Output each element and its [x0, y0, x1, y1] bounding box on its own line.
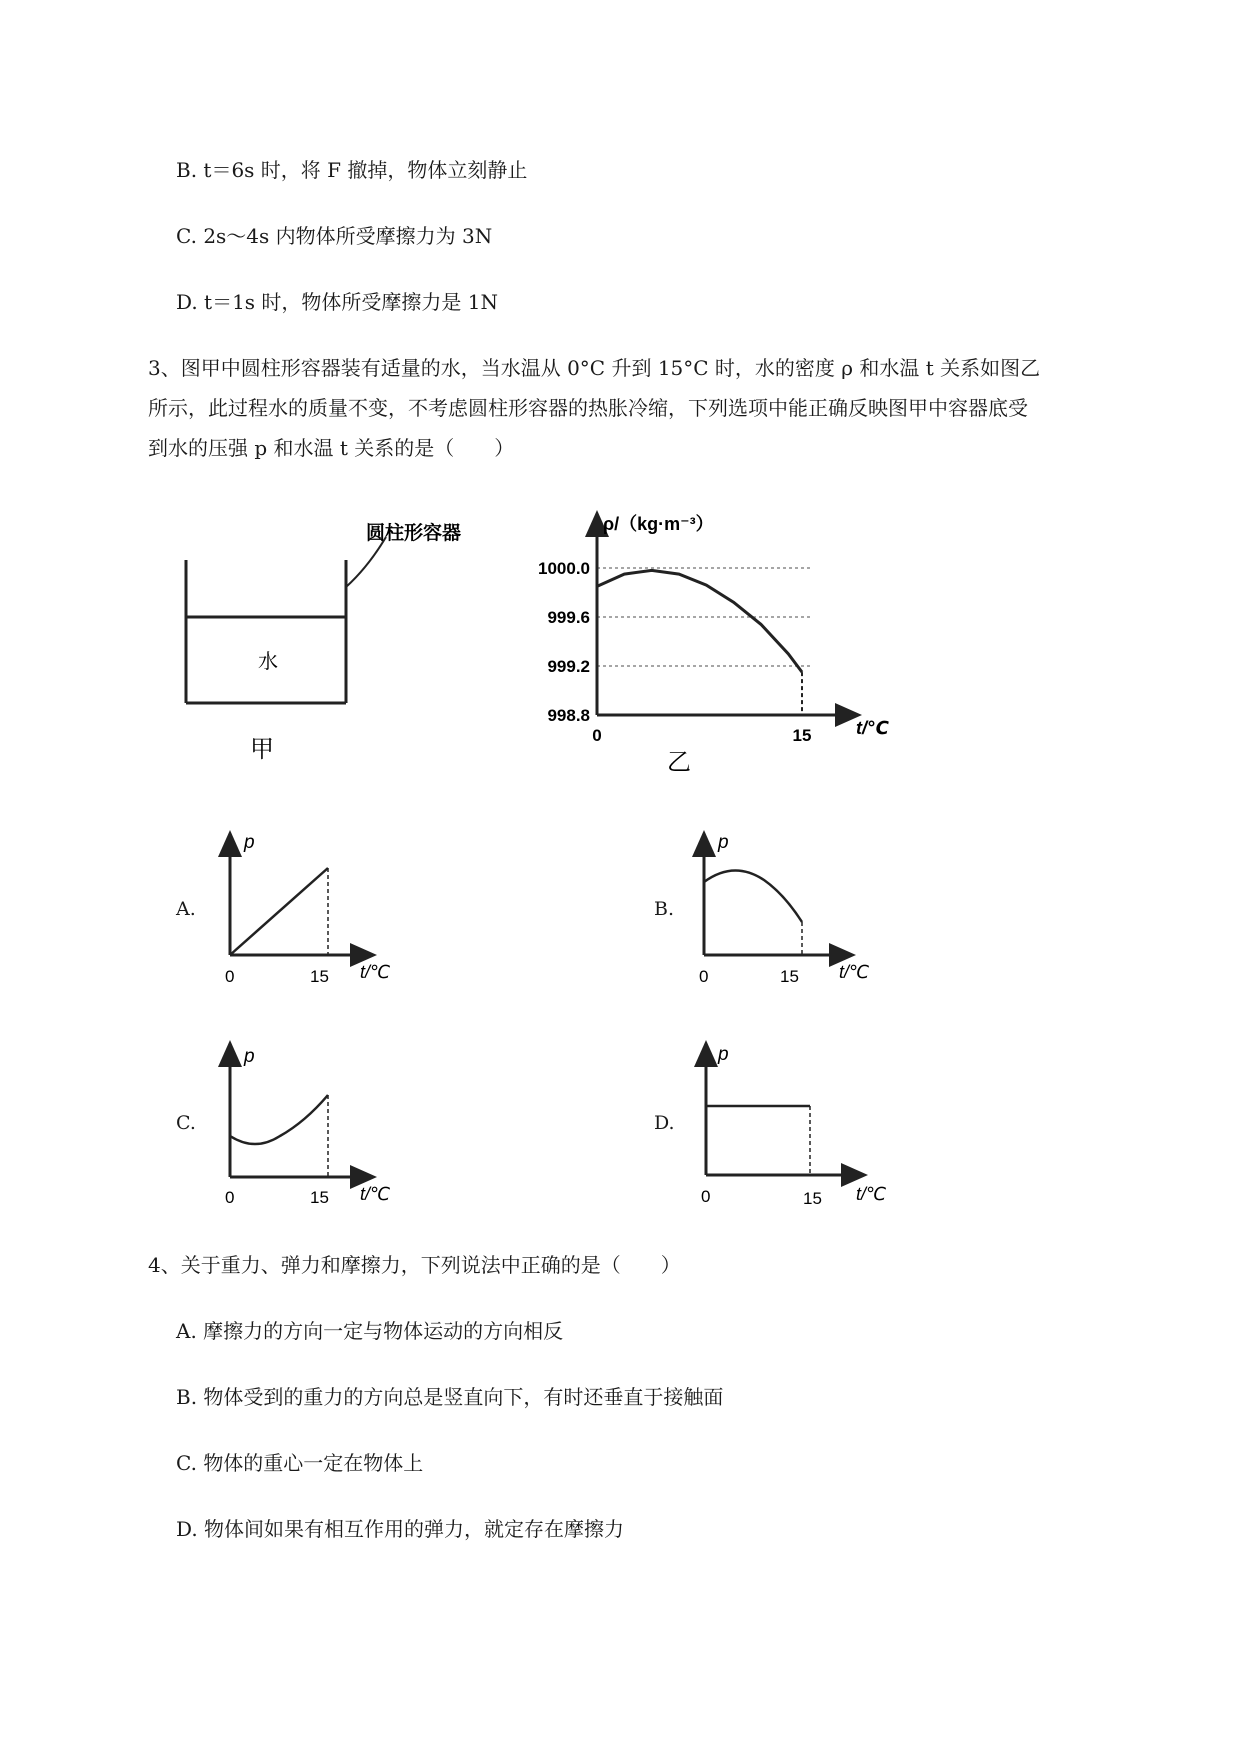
y-tick-labels: [538, 559, 590, 725]
y-tick-label: 1000.0: [538, 559, 590, 578]
y-axis-label: p: [244, 832, 255, 853]
x-tick-label: 0: [592, 726, 602, 745]
figure-yi-chart: [520, 500, 900, 785]
water-label: 水: [258, 651, 278, 673]
x-tick-label: 15: [792, 726, 812, 745]
option-text: t＝1s 时，物体所受摩擦力是 1N: [204, 290, 499, 314]
pressure-curve: [230, 1095, 328, 1144]
container-label: 圆柱形容器: [366, 523, 462, 544]
q4-option-a: [176, 1319, 563, 1343]
choice-c-graph: [210, 1040, 410, 1210]
y-tick-label: 998.8: [547, 706, 590, 725]
grid: [597, 568, 812, 666]
q3-stem-line-3: 到水的压强 p 和水温 t 关系的是（ ）: [148, 436, 515, 460]
pressure-line: [230, 868, 328, 955]
y-axis-label: p: [244, 1046, 255, 1067]
choice-d-graph: [686, 1040, 906, 1210]
x-axis-label: t/℃: [856, 1184, 887, 1204]
q4-option-b: [176, 1385, 723, 1409]
y-axis-label: p: [718, 1044, 729, 1065]
y-axis-label: ρ/（kg·m⁻³）: [603, 514, 714, 534]
option-text: t＝6s 时，将 F 撤掉，物体立刻静止: [203, 158, 528, 182]
option-text: 物体受到的重力的方向总是竖直向下，有时还垂直于接触面: [203, 1385, 724, 1409]
x-tick-0: 0: [225, 1188, 235, 1207]
option-letter: B.: [176, 158, 198, 182]
x-tick-0: 0: [701, 1187, 711, 1206]
q2-option-d: [176, 290, 498, 314]
choice-a-graph: [210, 830, 410, 990]
option-letter: D.: [176, 1517, 198, 1541]
x-tick-15: 15: [780, 967, 799, 986]
choice-b-letter: B.: [654, 898, 675, 920]
x-tick-15: 15: [310, 967, 329, 986]
option-letter: A.: [176, 1319, 197, 1343]
option-letter: B.: [176, 1385, 198, 1409]
x-tick-15: 15: [803, 1189, 822, 1208]
x-tick-15: 15: [310, 1188, 329, 1207]
figure-yi-caption: 乙: [667, 749, 691, 776]
y-tick-label: 999.2: [547, 657, 590, 676]
y-axis-label: p: [718, 832, 729, 853]
option-text: 物体的重心一定在物体上: [203, 1451, 424, 1475]
q3-stem-line-2: 所示，此过程水的质量不变，不考虑圆柱形容器的热胀冷缩，下列选项中能正确反映图甲中容器底受: [148, 396, 1028, 420]
x-axis-label: t/℃: [360, 962, 391, 982]
q4-option-c: [176, 1451, 423, 1475]
option-letter: D.: [176, 290, 198, 314]
pressure-curve: [704, 870, 802, 922]
y-tick-label: 999.6: [547, 608, 590, 627]
x-tick-labels: [592, 726, 811, 745]
q2-option-b: [176, 158, 527, 182]
option-text: 摩擦力的方向一定与物体运动的方向相反: [203, 1319, 564, 1343]
option-text: 2s～4s 内物体所受摩擦力为 3N: [203, 224, 493, 248]
q4-option-d: [176, 1517, 624, 1541]
q3-stem-line-1: 3、图甲中圆柱形容器装有适量的水，当水温从 0°C 升到 15°C 时，水的密度 ρ 和水温 t 关系如图乙: [148, 356, 1041, 380]
x-axis-label: t/℃: [856, 718, 889, 738]
figure-jia-caption: 甲: [250, 736, 274, 763]
option-text: 物体间如果有相互作用的弹力，就定存在摩擦力: [204, 1517, 625, 1541]
option-letter: C.: [176, 224, 197, 248]
choice-b-graph: [684, 830, 884, 990]
x-axis-label: t/℃: [360, 1184, 391, 1204]
x-tick-0: 0: [699, 967, 709, 986]
choice-c-letter: C.: [176, 1112, 196, 1134]
option-letter: C.: [176, 1451, 197, 1475]
q2-option-c: [176, 224, 492, 248]
x-tick-0: 0: [225, 967, 235, 986]
figure-jia: [170, 505, 490, 775]
choice-a-letter: A.: [176, 898, 196, 920]
choice-d-letter: D.: [654, 1112, 675, 1134]
x-axis-label: t/℃: [839, 962, 870, 982]
q4-stem: 4、关于重力、弹力和摩擦力，下列说法中正确的是（ ）: [148, 1253, 681, 1277]
density-curve: [597, 570, 802, 672]
leader-line: [346, 537, 386, 587]
